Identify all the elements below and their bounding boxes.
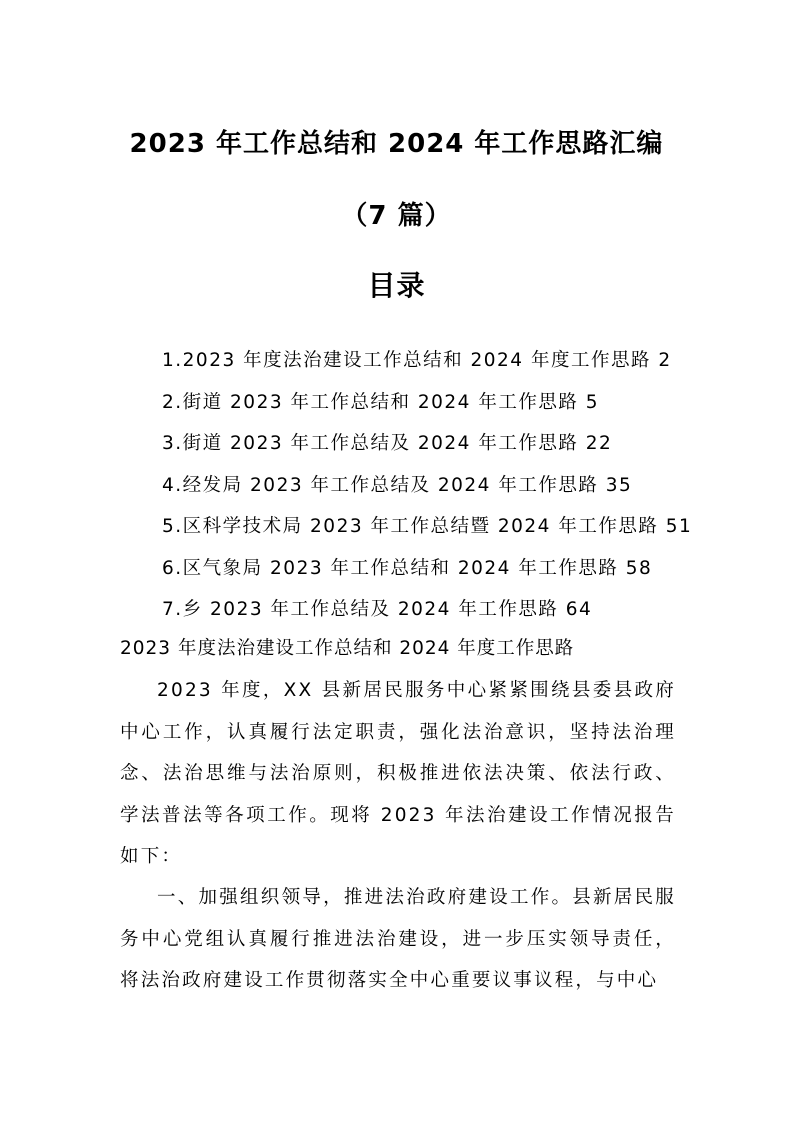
toc-item: 5.区科学技术局 2023 年工作总结暨 2024 年工作思路 51 xyxy=(162,516,693,537)
document-title: 2023 年工作总结和 2024 年工作思路汇编 xyxy=(129,129,664,159)
toc-item: 1.2023 年度法治建设工作总结和 2024 年度工作思路 2 xyxy=(162,350,672,371)
toc-item: 7.乡 2023 年工作总结及 2024 年工作思路 64 xyxy=(162,599,593,620)
table-of-contents xyxy=(162,340,692,631)
section-heading: 2023 年度法治建设工作总结和 2024 年度工作思路 xyxy=(120,638,575,659)
toc-item: 3.街道 2023 年工作总结及 2024 年工作思路 22 xyxy=(162,433,613,454)
document-subtitle: （7 篇） xyxy=(341,201,452,231)
body-paragraph: 一、加强组织领导，推进法治政府建设工作。县新居民服务中心党组认真履行推进法治建设，进一步压实领导责任，将法治政府建设工作贯彻落实全中心重要议事议程，与中心 xyxy=(120,887,676,991)
toc-item: 2.街道 2023 年工作总结和 2024 年工作思路 5 xyxy=(162,391,599,413)
toc-item: 4.经发局 2023 年工作总结及 2024 年工作思路 35 xyxy=(162,474,633,496)
toc-item: 6.区气象局 2023 年工作总结和 2024 年工作思路 58 xyxy=(162,557,653,579)
toc-heading: 目录 xyxy=(367,269,426,302)
body-paragraph: 2023 年度，XX 县新居民服务中心紧紧围绕县委县政府中心工作，认真履行法定职责，强化法治意识，坚持法治理念、法治思维与法治原则，积极推进依法决策、依法行政、学法普法等各项工作。现将 2023 年法治建设工作情况报告如下： xyxy=(120,680,676,867)
